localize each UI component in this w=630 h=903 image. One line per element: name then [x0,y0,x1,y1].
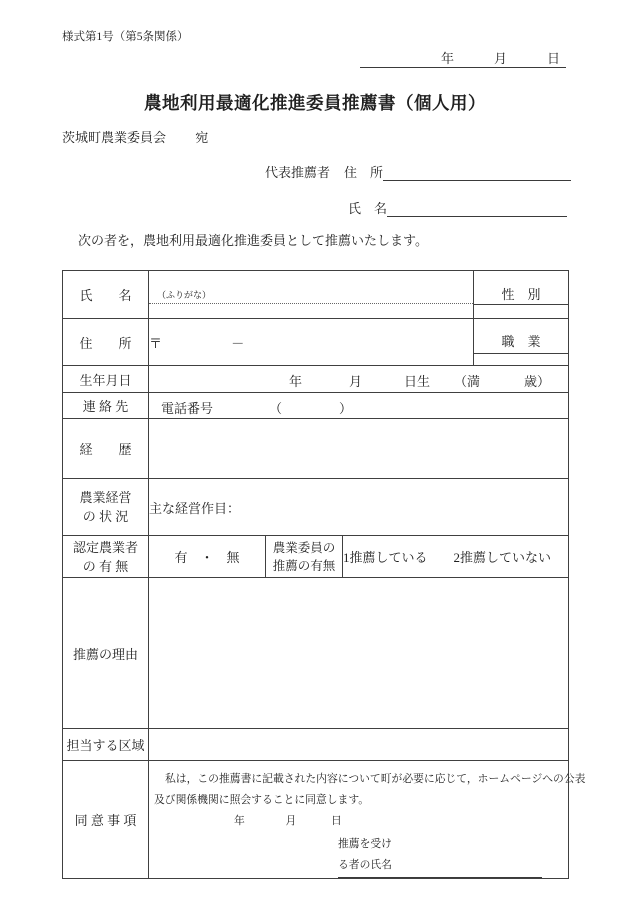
occupation-header: 職 業 [474,331,568,354]
consent-date-line [154,811,568,832]
certified-farmer-label-line1: 認定農業者 [72,539,138,555]
assigned-area-input-cell [149,729,569,761]
certified-farmer-row [63,536,569,578]
birthdate-row [63,366,569,393]
contact-row-label: 連 絡 先 [63,393,149,419]
committee-recommend-header-line2: 推薦の有無 [272,558,336,573]
gender-cell [474,271,569,319]
consent-line1: 私は，この推薦書に記載された内容について町が必要に応じて，ホームページへの公表 [165,773,586,785]
committee-recommend-header-cell [266,536,343,578]
representative-address-label: 住 所 [344,165,384,180]
reason-input-cell [149,578,569,729]
addressee-name: 茨城町農業委員会 [62,130,167,145]
signee-label-line2: る者の氏名 [338,859,392,871]
consent-row [63,761,569,879]
name-row-label: 氏 名 [63,271,149,319]
farming-status-row [63,479,569,536]
career-row [63,419,569,479]
representative-name-line [348,199,567,217]
reason-row-label: 推薦の理由 [63,578,149,729]
date-year-label: 年 [440,51,454,66]
recommendation-form-table [62,270,586,879]
date-month-label: 月 [493,51,507,66]
occupation-cell [474,319,569,366]
furigana-label: （ふりがな） [149,285,473,304]
certified-farmer-label [63,536,149,578]
phone-paren-open: （ [269,401,283,416]
address-row-label: 住 所 [63,319,149,366]
birthdate-row-label: 生年月日 [63,366,149,393]
consent-day-label: 日 [331,815,342,827]
intro-text: 次の者を，農地利用最適化推進委員として推薦いたします。 [78,233,428,248]
birth-month-label: 月 [349,374,363,389]
certified-farmer-label-line2: の 有 無 [82,558,129,574]
representative-name-blank [387,200,567,217]
committee-recommend-header-line1: 農業委員の [272,540,336,555]
assigned-area-label: 担当する区域 [63,729,149,761]
age-close-label: 歳） [524,374,551,389]
signee-line [154,855,568,878]
representative-address-line [265,163,571,181]
consent-year-label: 年 [234,815,245,827]
representative-label: 代表推薦者 [265,165,331,180]
birthdate-input-cell [149,366,569,393]
page-title: 農地利用最適化推進委員推薦書（個人用） [144,93,486,113]
birth-day-label: 日生 [404,374,431,389]
phone-label: 電話番号 [161,401,214,416]
committee-recommend-options: 1推薦している 2推薦していない [343,536,569,578]
farming-status-label-line2: の 状 況 [82,509,129,524]
signee-underline [338,855,542,878]
career-input-cell [149,419,569,479]
reason-row [63,578,569,729]
consent-row-label: 同 意 事 項 [63,761,149,879]
farming-status-label [63,479,149,536]
contact-row [63,393,569,419]
postal-dash: － [231,335,245,351]
career-row-label: 経 歴 [63,419,149,479]
name-row [63,271,569,319]
date-line [360,48,566,68]
birth-year-label: 年 [289,374,303,389]
consent-content [149,761,586,878]
addressee-line [62,127,208,146]
contact-input-cell [149,393,569,419]
form-number: 様式第1号（第5条関係） [62,31,189,43]
assigned-area-row [63,729,569,761]
name-input-cell [149,271,474,319]
age-open-label: （満 [454,374,481,389]
date-day-label: 日 [546,51,560,66]
certified-choice-cell: 有 ・ 無 [149,536,266,578]
addressee-suffix: 宛 [195,130,209,145]
postal-mark: 〒 [149,335,163,351]
representative-address-blank [383,164,571,181]
farming-status-label-line1: 農業経営 [79,490,132,505]
phone-paren-close: ） [339,401,353,416]
consent-line2: 及び関係機関に照会することに同意します。 [154,794,370,806]
address-row [63,319,569,366]
gender-header: 性 別 [474,285,568,305]
farming-status-input-cell: 主な経営作目： [149,479,569,536]
consent-content-cell [149,761,586,879]
address-input-cell [149,319,474,366]
representative-name-label: 氏 名 [348,201,388,216]
consent-month-label: 月 [285,815,297,827]
signee-label-line1: 推薦を受け [338,838,392,850]
